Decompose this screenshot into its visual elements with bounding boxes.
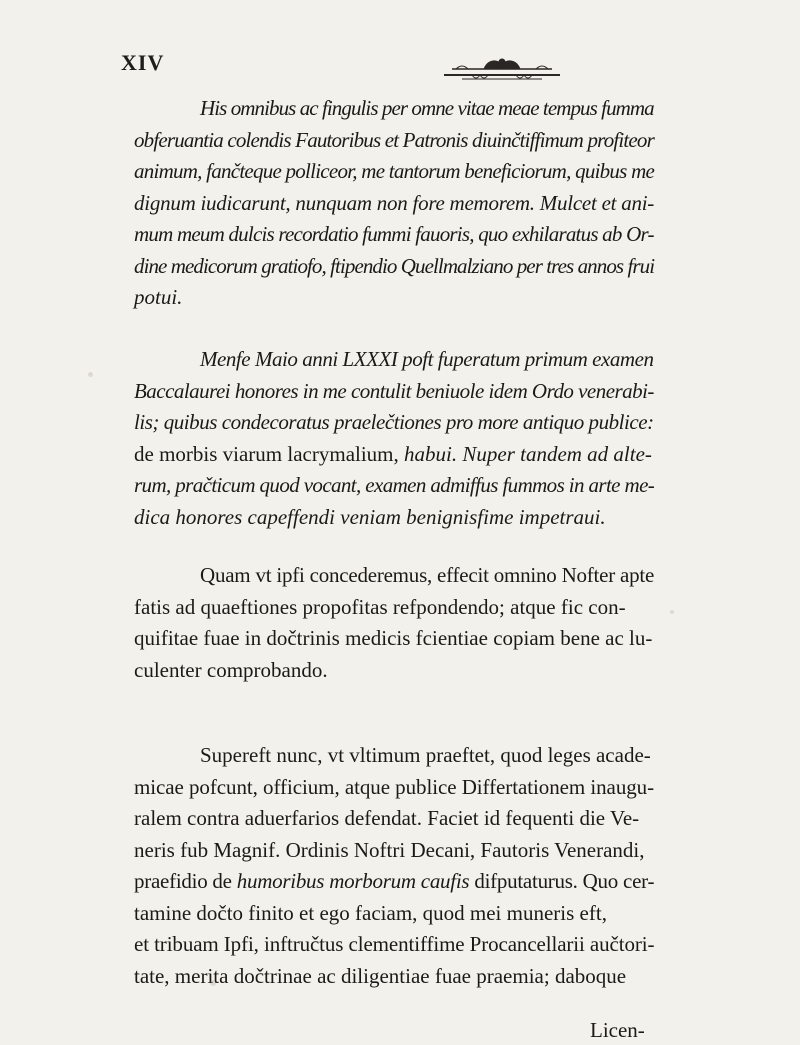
paragraph-4-line-mixed (134, 866, 654, 898)
paragraph-1-line: His omnibus ac fingulis per omne vitae meae tempus fumma (200, 96, 654, 120)
paragraph-4-line: tamine dočto finito et ego faciam, quod mei muneris eft, (134, 900, 607, 925)
paper-speck (88, 372, 93, 377)
paragraph-2 (134, 344, 654, 533)
paragraph-2-line: rum, pračticum quod vocant, examen admiffus fummos in arte me- (134, 473, 655, 497)
paragraph-2-line: lis; quibus condecoratus praelečtiones pro more antiquo publice: (134, 410, 654, 434)
italic-phrase: humoribus morborum caufis (236, 869, 470, 893)
paragraph-2-line: Baccalaurei honores in me contulit beniuole idem Ordo venerabi- (134, 378, 654, 403)
catchword: Licen- (590, 1018, 645, 1042)
paper-speck (300, 230, 303, 233)
decorative-headpiece-icon (442, 55, 562, 85)
italic-phrase: habui. Nuper tandem ad alte- (404, 441, 652, 466)
paragraph-1-line: obferuantia colendis Fautoribus et Patronis diuinčtiffimum profiteor (134, 127, 654, 152)
paragraph-2-line-mixed (134, 439, 654, 471)
paragraph-1-line: mum meum dulcis recordatio fummi fauoris, quo exhilaratus ab Or- (134, 222, 654, 246)
paragraph-3-line: quifitae fuae in dočtrinis medicis fcientiae copiam bene ac lu- (134, 626, 653, 650)
roman-phrase: difputaturus. Quo cer- (469, 869, 655, 893)
paragraph-2-line: dica honores capeffendi veniam benignisfime impetraui. (134, 504, 606, 529)
paragraph-3 (134, 560, 654, 686)
paragraph-4-line: tate, merita dočtrinae ac diligentiae fuae praemia; daboque (134, 963, 627, 988)
paragraph-4-line: micae pofcunt, officium, atque publice Differtationem inaugu- (134, 774, 655, 799)
roman-phrase: de morbis viarum lacrymalium, (134, 441, 399, 466)
paragraph-4-line: et tribuam Ipfi, inftručtus clementiffime Procancellarii aučtori- (134, 932, 655, 956)
paragraph-1-line: dignum iudicarunt, nunquam non fore memorem. Mulcet et ani- (134, 190, 655, 215)
paragraph-4-line: neris fub Magnif. Ordinis Noftri Decani, Fautoris Venerandi, (134, 837, 645, 862)
paragraph-1-line: dine medicorum gratiofo, ftipendio Quellmalziano per tres annos frui (134, 253, 655, 278)
paragraph-4 (134, 740, 654, 992)
paragraph-1-line: potui. (134, 285, 183, 309)
paragraph-1-line: animum, fančteque polliceor, me tantorum beneficiorum, quibus me (134, 159, 655, 183)
page-number: XIV (121, 50, 165, 75)
paragraph-4-line: Supereft nunc, vt vltimum praeftet, quod leges acade- (200, 743, 651, 767)
paragraph-1 (134, 93, 654, 314)
paragraph-3-line: culenter comprobando. (134, 657, 328, 682)
paper-speck (670, 610, 674, 614)
paragraph-2-line: Menfe Maio anni LXXXI poft fuperatum primum examen (200, 347, 654, 371)
paragraph-3-line: Quam vt ipfi concederemus, effecit omnino Nofter apte (200, 563, 655, 587)
paragraph-4-line: ralem contra aduerfarios defendat. Faciet id fequenti die Ve- (134, 806, 640, 830)
roman-phrase: praefidio de (134, 869, 237, 893)
paragraph-3-line: fatis ad quaeftiones propofitas refpondendo; atque fic con- (134, 594, 626, 619)
paper-speck (210, 980, 216, 986)
